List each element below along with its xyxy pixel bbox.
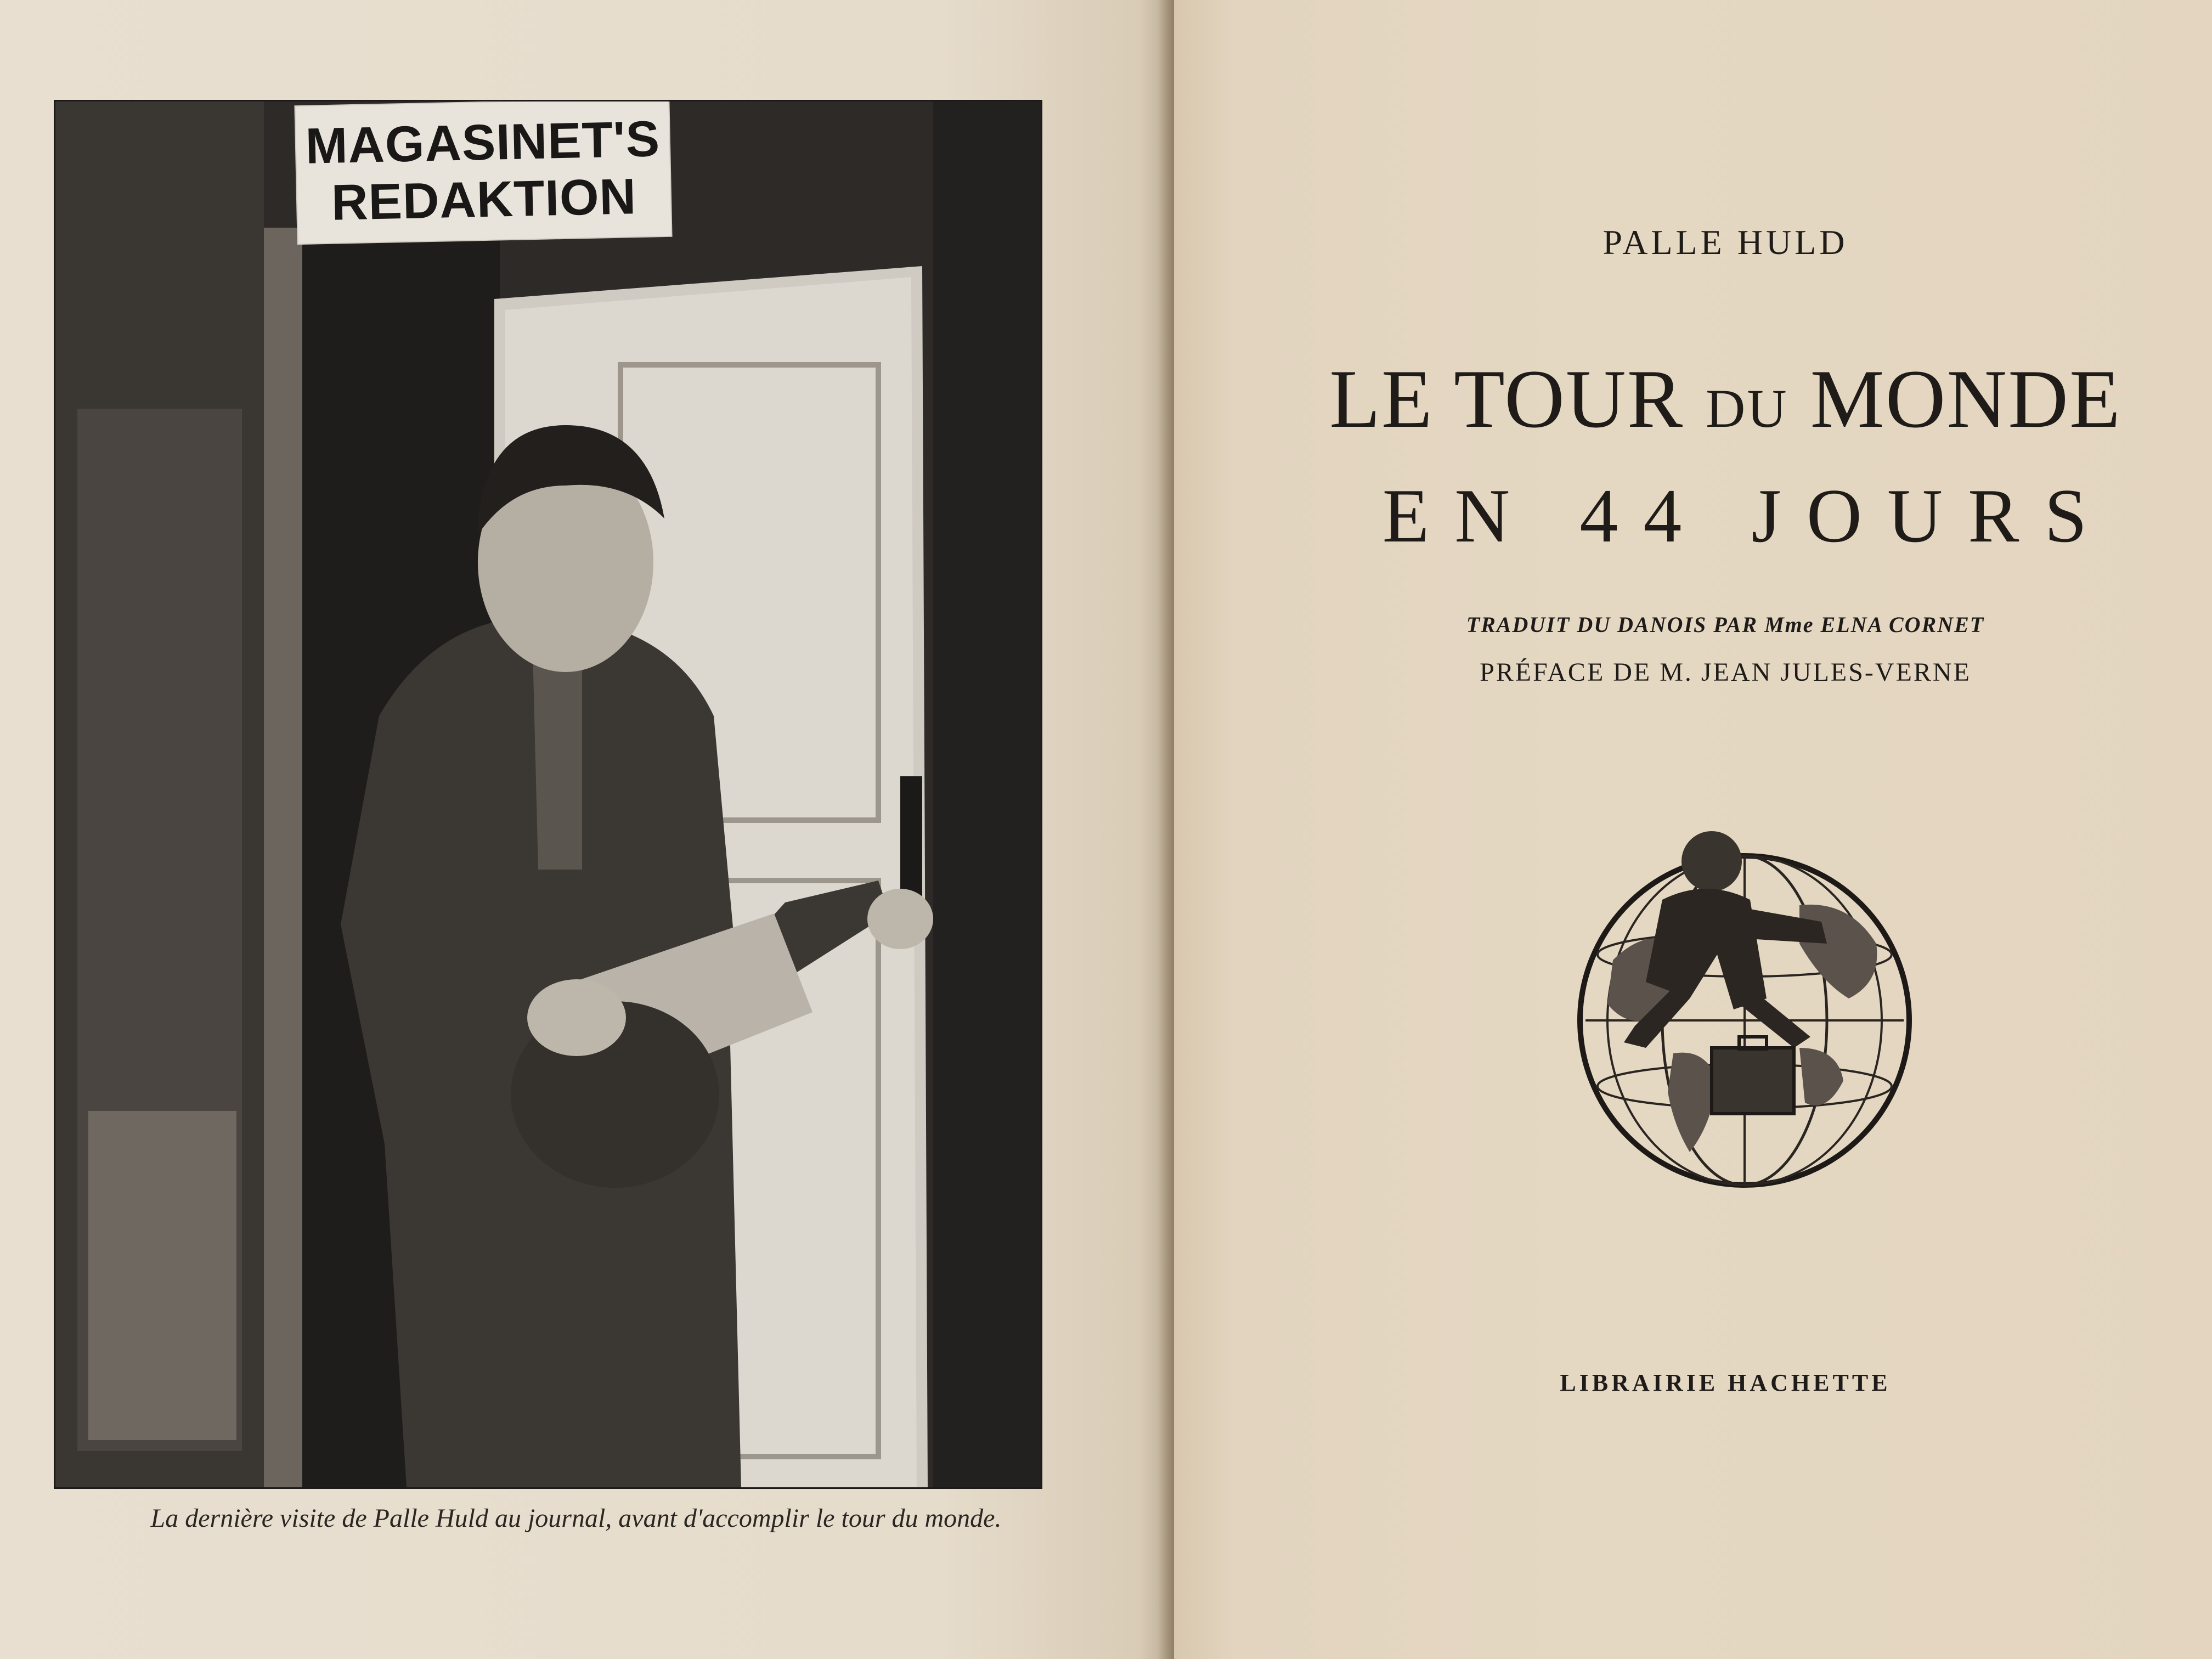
title-line-1 <box>1262 351 2189 447</box>
title-tour: TOUR <box>1454 353 1684 445</box>
sign-line-2: REDAKTION <box>331 168 637 231</box>
title-monde: MONDE <box>1810 353 2121 445</box>
frontispiece-photo <box>54 100 1042 1489</box>
translator-credit: TRADUIT DU DANOIS PAR Mme ELNA CORNET <box>1466 612 1985 637</box>
preface-credit: PRÉFACE DE M. JEAN JULES-VERNE <box>1480 658 1971 687</box>
boy-at-door-illustration <box>55 101 1041 1487</box>
editorial-office-sign <box>295 100 671 244</box>
globe-traveler-emblem <box>1564 817 1926 1190</box>
sign-line-1: MAGASINET'S <box>304 111 661 174</box>
publisher-name: LIBRAIRIE HACHETTE <box>1560 1369 1891 1396</box>
author-name: PALLE HULD <box>1602 223 1848 262</box>
title-le: LE <box>1329 353 1434 445</box>
title-du: DU <box>1706 378 1788 439</box>
photo-caption: La dernière visite de Palle Huld au journal, avant d'accomplir le tour du monde. <box>150 1504 1002 1533</box>
title-line-2: EN 44 JOURS <box>1382 473 2113 558</box>
